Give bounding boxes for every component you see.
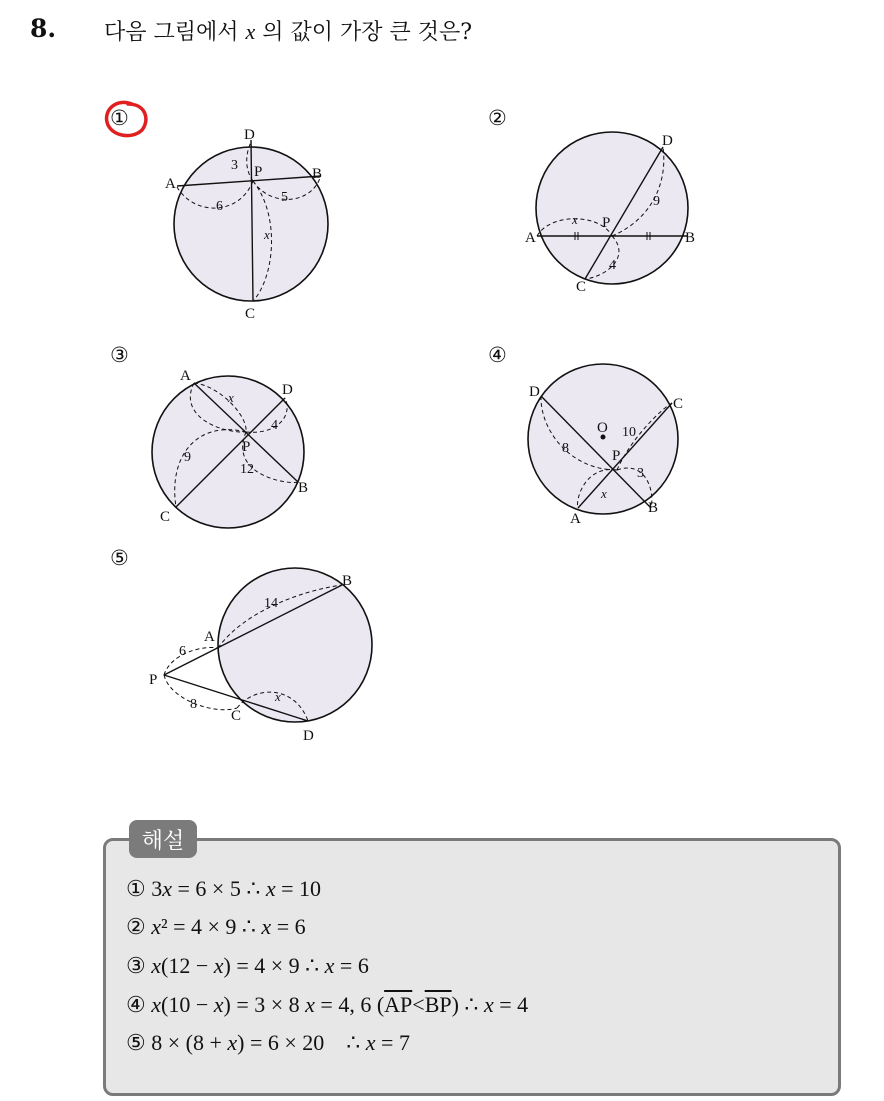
sol-var: x	[261, 914, 272, 939]
sol-num: ①	[126, 876, 146, 901]
question-text-before: 다음 그림에서	[104, 20, 246, 45]
sol-var: x	[324, 953, 335, 978]
sol-var: x	[213, 953, 224, 978]
sol-var: x	[151, 953, 161, 978]
value-6: 6	[179, 644, 186, 659]
value-5: 5	[281, 190, 288, 205]
value-4: 4	[609, 258, 616, 273]
figure-option-3	[148, 365, 338, 535]
question-text	[104, 15, 472, 46]
label-A: A	[204, 629, 215, 645]
value-10: 10	[622, 425, 636, 440]
value-9: 9	[184, 450, 191, 465]
value-6: 6	[216, 199, 223, 214]
value-x: x	[228, 390, 234, 405]
label-P: P	[612, 448, 621, 464]
question-text-after: 의 값이 가장 큰 것은?	[255, 20, 473, 45]
sol-var: x	[162, 876, 172, 901]
sol-var: x	[483, 992, 494, 1017]
sol-var: x	[305, 992, 315, 1017]
label-A: A	[180, 368, 191, 384]
label-P: P	[254, 164, 263, 180]
solution-line-5	[126, 1030, 410, 1056]
segment-BP: $\overline{BP}$	[424, 992, 452, 1017]
sol-num: ②	[126, 914, 146, 939]
sol-part: = 7	[375, 1030, 410, 1055]
label-B: B	[312, 166, 323, 182]
sol-var: x	[265, 876, 276, 901]
value-8: 8	[190, 697, 197, 712]
solution-line-3	[126, 953, 369, 979]
option-number-1: ①	[110, 106, 129, 130]
label-C: C	[576, 279, 587, 295]
label-P: P	[149, 672, 158, 688]
value-3: 3	[231, 158, 238, 173]
sol-var: x	[365, 1030, 376, 1055]
value-3: 3	[637, 466, 644, 481]
sol-num: ④	[126, 992, 146, 1017]
option-number-2: ②	[488, 106, 507, 130]
figure-option-2	[520, 125, 720, 305]
value-14: 14	[264, 596, 278, 611]
label-C: C	[673, 396, 684, 412]
label-B: B	[648, 500, 659, 516]
sol-var: x	[213, 992, 224, 1017]
option-number-5: ⑤	[110, 546, 129, 570]
figure-option-1	[150, 125, 350, 325]
value-9: 9	[653, 194, 660, 209]
option-number-3: ③	[110, 343, 129, 367]
sol-part: ) = 6 × 20 ∴	[237, 1030, 366, 1055]
sol-part: = 10	[275, 876, 321, 901]
solution-line-1	[126, 876, 321, 902]
value-x: x	[572, 212, 578, 227]
value-x: x	[275, 689, 281, 704]
label-O: O	[597, 420, 608, 436]
option-number-4: ④	[488, 343, 507, 367]
sol-part: 3	[151, 876, 163, 901]
value-12: 12	[240, 462, 254, 477]
label-D: D	[244, 127, 255, 143]
question-number: 8.	[30, 14, 57, 43]
solution-title: 해설	[129, 820, 197, 858]
sol-var: x	[151, 992, 161, 1017]
segment-AP: $\overline{AP}$	[384, 992, 413, 1017]
sol-num: ⑤	[126, 1030, 146, 1055]
value-x: x	[264, 227, 270, 242]
label-C: C	[160, 509, 171, 525]
sol-var: x	[227, 1030, 238, 1055]
figure-option-4	[520, 360, 700, 530]
question-variable: x	[245, 19, 256, 44]
sol-part: ) = 4 × 9 ∴	[223, 953, 325, 978]
value-x: x	[601, 486, 607, 501]
label-A: A	[525, 230, 536, 246]
sol-part: 8 × (8 +	[151, 1030, 228, 1055]
label-B: B	[342, 573, 353, 589]
sol-part: <	[412, 992, 425, 1017]
label-P: P	[242, 439, 251, 455]
sol-part: = 4, 6 (	[314, 992, 385, 1017]
figure-option-5	[145, 565, 380, 750]
sol-part: = 6 × 5 ∴	[172, 876, 266, 901]
sol-part: ) = 3 × 8	[223, 992, 306, 1017]
label-D: D	[662, 133, 673, 149]
solution-line-4	[126, 992, 528, 1018]
label-D: D	[303, 728, 314, 744]
sol-part: ) ∴	[451, 992, 484, 1017]
sol-part: (10 −	[161, 992, 214, 1017]
label-D: D	[282, 382, 293, 398]
label-P: P	[602, 215, 611, 231]
label-B: B	[298, 480, 309, 496]
label-A: A	[165, 176, 176, 192]
value-8: 8	[562, 441, 569, 456]
sol-part: (12 −	[161, 953, 214, 978]
sol-part: = 6	[271, 914, 306, 939]
sol-part: ² = 4 × 9 ∴	[161, 914, 262, 939]
sol-part: = 6	[334, 953, 369, 978]
sol-num: ③	[126, 953, 146, 978]
sol-var: x	[151, 914, 161, 939]
label-A: A	[570, 511, 581, 527]
label-C: C	[245, 306, 256, 322]
sol-part: = 4	[493, 992, 529, 1017]
value-4: 4	[271, 418, 278, 433]
label-D: D	[529, 384, 540, 400]
solution-line-2	[126, 914, 306, 940]
label-C: C	[231, 708, 242, 724]
label-B: B	[685, 230, 696, 246]
